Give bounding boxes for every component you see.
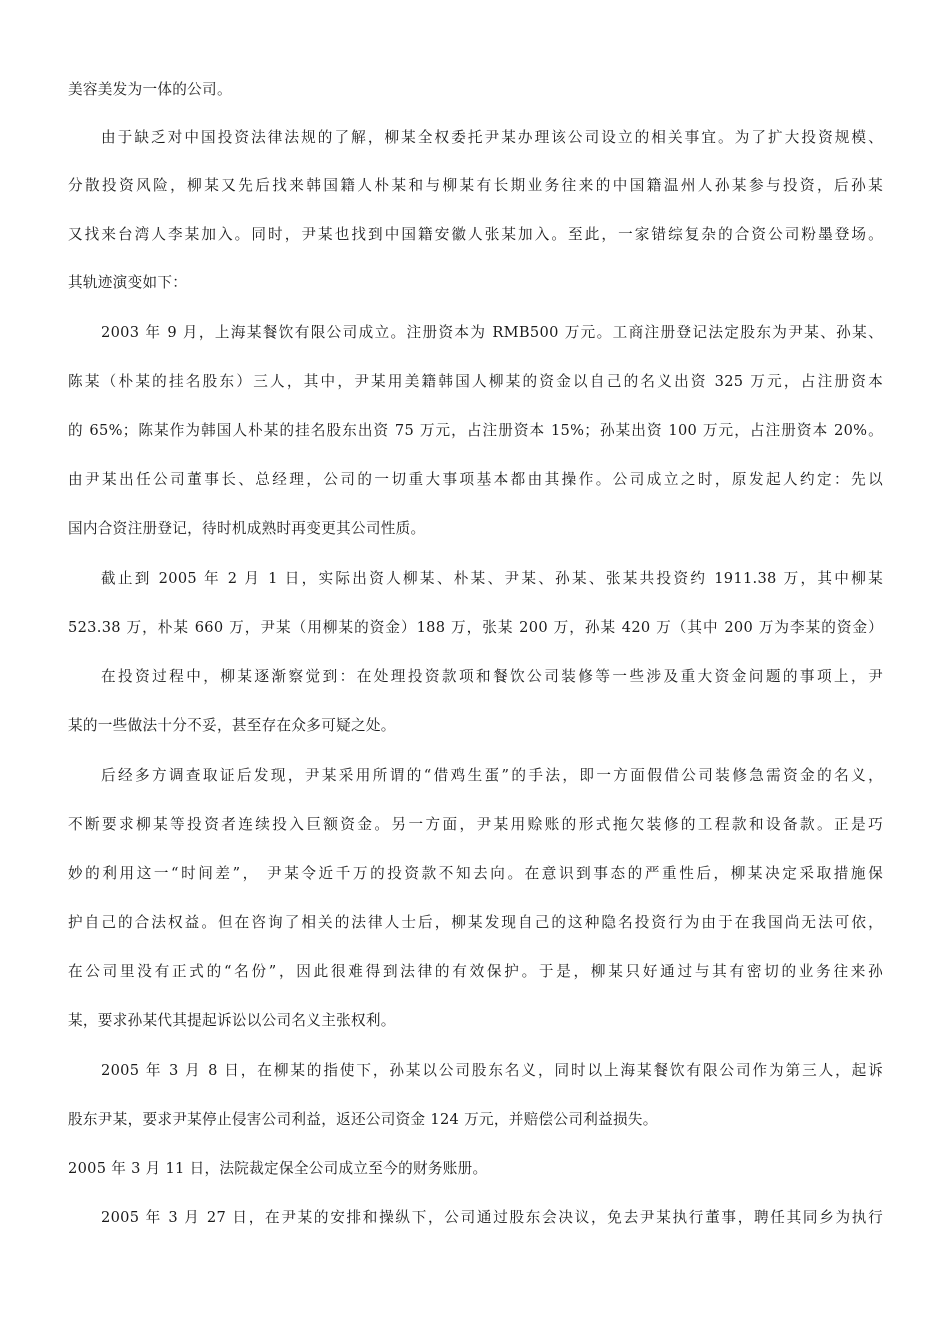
text-line: 妙的利用这一“时间差”， 尹某令近千万的投资款不知去向。在意识到事态的严重性后，柳某决定采取措施保 — [68, 865, 883, 882]
text-line: 又找来台湾人李某加入。同时，尹某也找到中国籍安徽人张某加入。至此，一家错综复杂的合资公司粉墨登场。 — [68, 226, 883, 243]
text-line: 的 65%；陈某作为韩国人朴某的挂名股东出资 75 万元，占注册资本 15%；孙某出资 100 万元，占注册资本 20%。 — [68, 422, 883, 439]
text-line: 股东尹某，要求尹某停止侵害公司利益，返还公司资金 124 万元，并赔偿公司利益损失。 — [68, 1111, 658, 1128]
text-line: 在投资过程中，柳某逐渐察觉到：在处理投资款项和餐饮公司装修等一些涉及重大资金问题的事项上，尹 — [101, 668, 883, 685]
text-line: 由于缺乏对中国投资法律法规的了解，柳某全权委托尹某办理该公司设立的相关事宜。为了扩大投资规模、 — [101, 129, 883, 146]
text-line: 2005 年 3 月 11 日，法院裁定保全公司成立至今的财务账册。 — [68, 1160, 488, 1177]
text-line: 护自己的合法权益。但在咨询了相关的法律人士后，柳某发现自己的这种隐名投资行为由于在我国尚无法可依， — [68, 914, 883, 931]
text-line: 由尹某出任公司董事长、总经理，公司的一切重大事项基本都由其操作。公司成立之时，原发起人约定：先以 — [68, 471, 883, 488]
text-line: 523.38 万，朴某 660 万，尹某（用柳某的资金）188 万，张某 200 万，孙某 420 万（其中 200 万为李某的资金） — [68, 619, 883, 636]
text-line: 美容美发为一体的公司。 — [68, 81, 232, 98]
text-line: 2005 年 3 月 8 日，在柳某的指使下，孙某以公司股东名义，同时以上海某餐饮有限公司作为第三人，起诉 — [101, 1062, 883, 1079]
text-line: 后经多方调查取证后发现，尹某采用所谓的“借鸡生蛋”的手法，即一方面假借公司装修急需资金的名义， — [101, 767, 883, 784]
text-line: 陈某（朴某的挂名股东）三人，其中，尹某用美籍韩国人柳某的资金以自己的名义出资 325 万元，占注册资本 — [68, 373, 883, 390]
text-line: 其轨迹演变如下： — [68, 274, 188, 291]
text-line: 分散投资风险，柳某又先后找来韩国籍人朴某和与柳某有长期业务往来的中国籍温州人孙某参与投资，后孙某 — [68, 177, 883, 194]
text-line: 2003 年 9 月，上海某餐饮有限公司成立。注册资本为 RMB500 万元。工商注册登记法定股东为尹某、孙某、 — [101, 324, 883, 341]
text-line: 不断要求柳某等投资者连续投入巨额资金。另一方面，尹某用赊账的形式拖欠装修的工程款和设备款。正是巧 — [68, 816, 883, 833]
text-line: 2005 年 3 月 27 日，在尹某的安排和操纵下，公司通过股东会决议，免去尹某执行董事，聘任其同乡为执行 — [101, 1209, 883, 1226]
text-line: 某，要求孙某代其提起诉讼以公司名义主张权利。 — [68, 1012, 396, 1029]
text-line: 某的一些做法十分不妥，甚至存在众多可疑之处。 — [68, 717, 396, 734]
text-line: 截止到 2005 年 2 月 1 日，实际出资人柳某、朴某、尹某、孙某、张某共投资约 1911.38 万，其中柳某 — [101, 570, 883, 587]
text-line: 在公司里没有正式的“名份”，因此很难得到法律的有效保护。于是，柳某只好通过与其有密切的业务往来孙 — [68, 963, 883, 980]
text-line: 国内合资注册登记，待时机成熟时再变更其公司性质。 — [68, 520, 426, 537]
